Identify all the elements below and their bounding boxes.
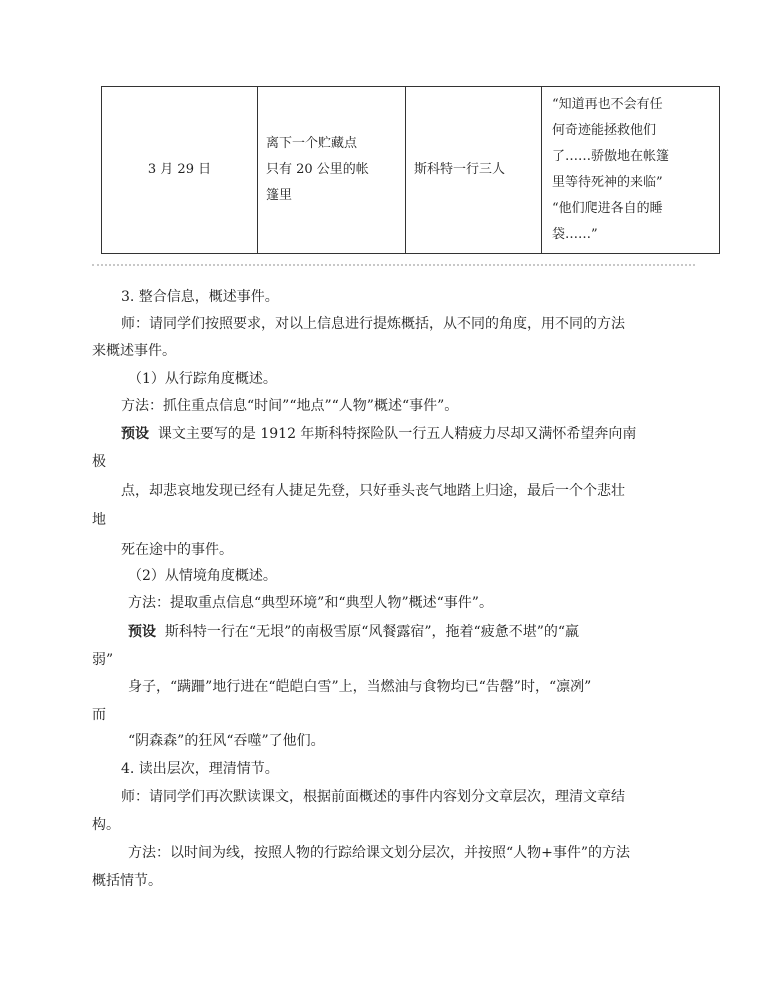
paragraph-line: 身子，“蹒跚”地行进在“皑皑白雪”上，当燃油与食物均已“告罄”时，“凛冽” <box>128 679 592 695</box>
date-cell: 3 月 29 日 <box>102 87 258 254</box>
paragraph-line: 来概述事件。 <box>92 343 176 359</box>
quote-cell <box>542 87 720 254</box>
preset-line <box>128 622 579 642</box>
method-line: 方法：抓住重点信息“时间”“地点”“人物”概述“事件”。 <box>121 398 459 414</box>
people-cell: 斯科特一行三人 <box>406 87 542 254</box>
location-line: 只有 20 公里的帐 <box>266 162 369 177</box>
paragraph-line: 概括情节。 <box>92 873 162 889</box>
paragraph-line: 点，却悲哀地发现已经有人捷足先登，只好垂头丧气地踏上归途，最后一个个悲壮 <box>121 483 625 499</box>
quote-line: “他们爬进各自的睡 <box>552 201 663 216</box>
paragraph-line: 极 <box>92 454 106 470</box>
location-cell <box>258 87 406 254</box>
paragraph-line: “阴森森”的狂风“吞噬”了他们。 <box>128 733 325 749</box>
subheading-2: （2）从情境角度概述。 <box>128 568 277 584</box>
quote-line: 何奇迹能拯救他们 <box>552 123 657 138</box>
paragraph-line: 构。 <box>92 817 120 833</box>
table-row <box>102 87 720 254</box>
quote-line: 了……骄傲地在帐篷 <box>552 149 670 164</box>
paragraph-line: 弱” <box>92 652 114 668</box>
paragraph-line: 地 <box>92 512 106 528</box>
section-heading-3: 3. 整合信息，概述事件。 <box>121 289 279 305</box>
preset-label: 预设 <box>121 426 149 442</box>
section-heading-4: 4. 读出层次，理清情节。 <box>121 761 279 777</box>
paragraph-line: 师：请同学们按照要求，对以上信息进行提炼概括，从不同的角度，用不同的方法 <box>121 316 625 332</box>
itinerary-table <box>101 86 720 254</box>
preset-text: 课文主要写的是 1912 年斯科特探险队一行五人精疲力尽却又满怀希望奔向南 <box>157 426 637 442</box>
quote-line: 袋……” <box>552 227 598 242</box>
location-line: 篷里 <box>266 188 293 203</box>
quote-line: “知道再也不会有任 <box>552 97 663 112</box>
method-line: 方法：提取重点信息“典型环境”和“典型人物”概述“事件”。 <box>128 595 493 611</box>
paragraph-line: 而 <box>92 707 106 723</box>
dotted-divider <box>92 264 695 266</box>
preset-label: 预设 <box>128 624 156 640</box>
preset-line <box>121 424 636 444</box>
paragraph-line: 死在途中的事件。 <box>121 542 233 558</box>
preset-text: 斯科特一行在“无垠”的南极雪原“风餐露宿”，拖着“疲惫不堪”的“羸 <box>164 624 580 640</box>
paragraph-line: 师：请同学们再次默读课文，根据前面概述的事件内容划分文章层次，理清文章结 <box>121 789 625 805</box>
method-line: 方法：以时间为线，按照人物的行踪给课文划分层次，并按照“人物+事件”的方法 <box>128 845 631 861</box>
quote-line: 里等待死神的来临” <box>552 175 663 190</box>
subheading-1: （1）从行踪角度概述。 <box>128 371 277 387</box>
location-line: 离下一个贮藏点 <box>266 136 358 151</box>
